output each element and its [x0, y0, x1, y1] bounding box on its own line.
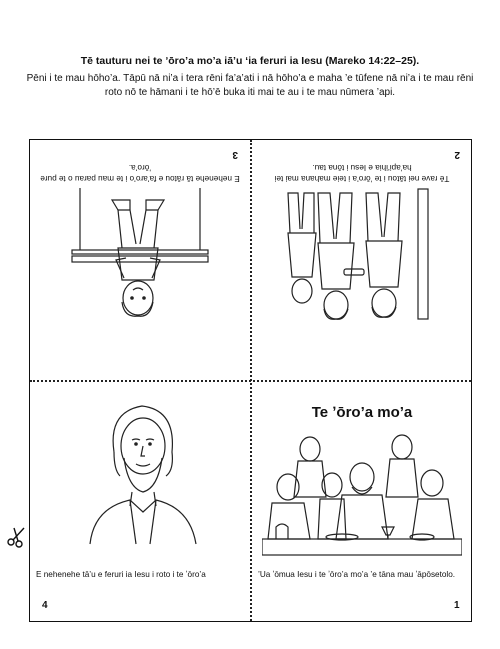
panel-3-number: 3 [232, 149, 238, 160]
last-supper-illustration [262, 427, 462, 562]
cover-title: Te ʼōro’a mo’a [311, 404, 413, 421]
worksheet-instructions: Pēni i te mau hōho’a. Tāpū nā ni’a i tera rēni fa’a’ati i nā hōho’a e maha ’e tūfene nā ni’a i te mau rēni roto nō te hāmani i te hō’ē buka iti mai te au i te mau nūmera ’api. [26, 73, 474, 98]
child-at-pew-illustration [70, 185, 210, 320]
panel-4-caption: E nehenehe tā’u e feruri ia Iesu i roto i te ʼōro’a [36, 570, 206, 579]
panel-1 [252, 382, 472, 622]
panel-3 [30, 140, 250, 380]
panel-4-number: 4 [42, 600, 48, 611]
panel-2 [252, 140, 472, 380]
booklet-cut-area [29, 139, 472, 622]
panel-1-caption: ’Ua ʼōmua Iesu i te ʼōro’a mo’a ’e tāna mau ʼāpōsetolo. [258, 570, 456, 579]
jesus-portrait-illustration [80, 396, 205, 546]
scissors-icon [6, 526, 28, 548]
panel-1-number: 1 [454, 600, 460, 611]
panel-2-number: 2 [454, 149, 460, 160]
panel-3-caption: E nehenehe tā rātou e fa’aro’o i te mau parau o te pure ʼōro’a. [40, 163, 240, 183]
panel-2-caption: Tē rave nei tātou i te ʼōro’a i teie mahana mai tei haʼapiʻihia e Iesu i tōna tau. [274, 163, 450, 183]
panel-4 [30, 382, 250, 622]
priests-passing-sacrament-illustration [282, 185, 432, 325]
worksheet-heading: Tē tauturu nei te ʼōro’a mo’a iā’u ʻia feruri ia Iesu (Mareko 14:22–25). [80, 55, 420, 67]
